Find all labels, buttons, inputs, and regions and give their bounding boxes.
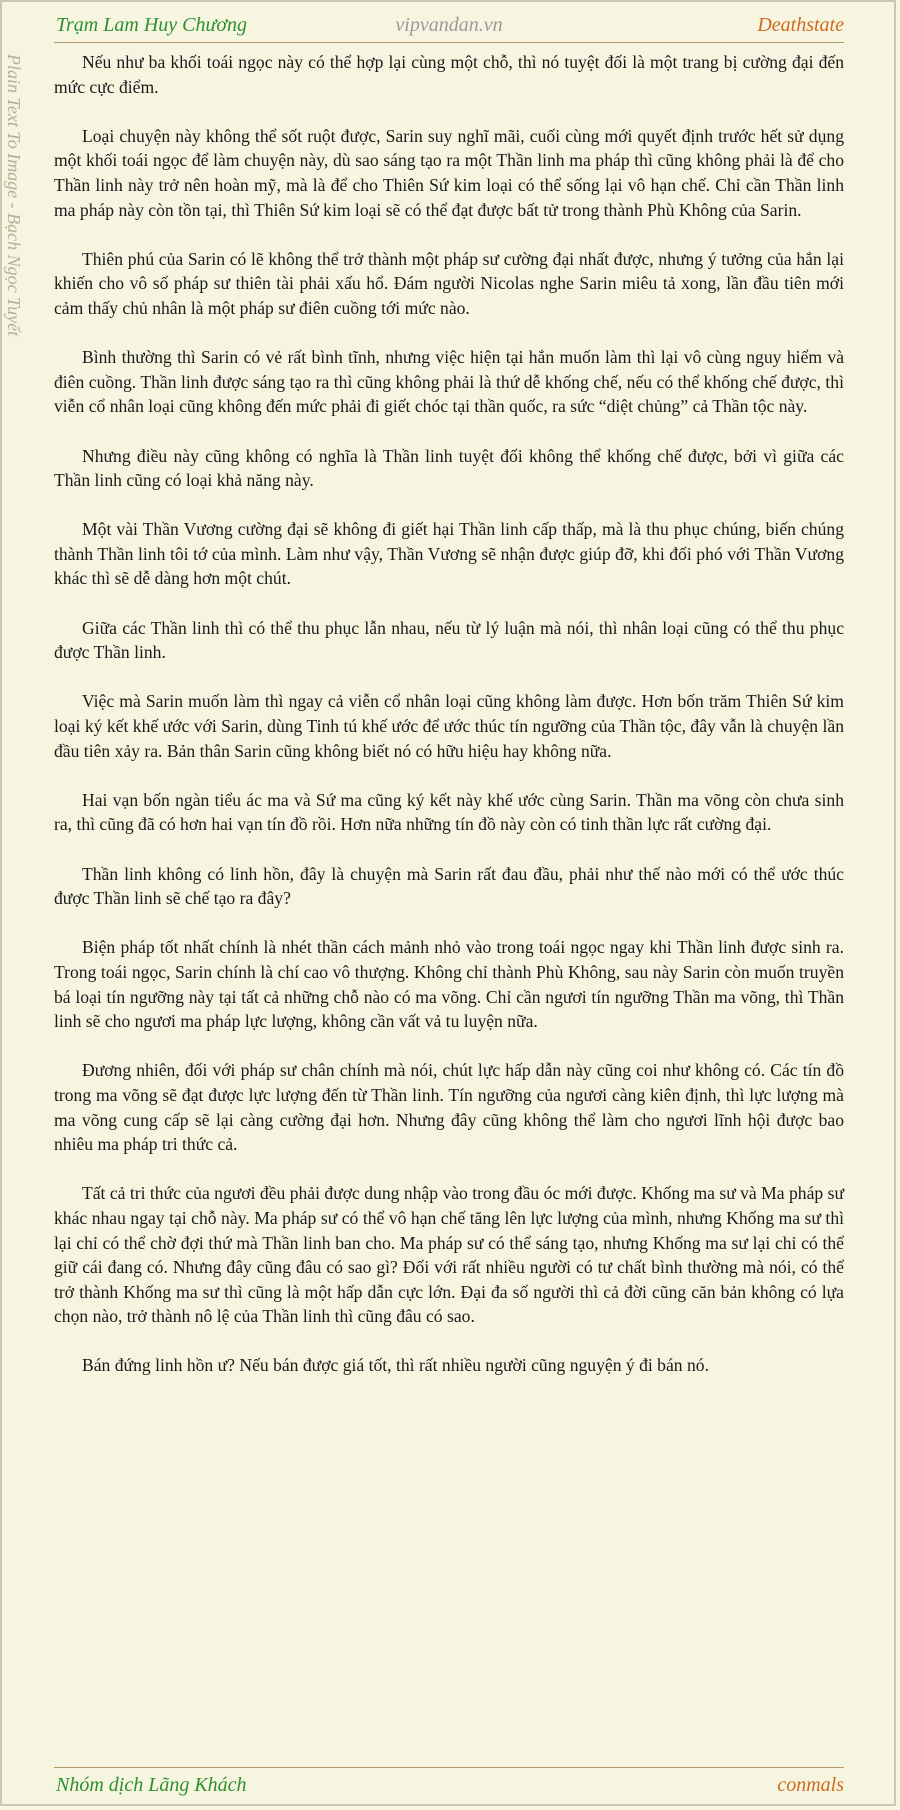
paragraph: Nếu như ba khối toái ngọc này có thể hợp lại cùng một chỗ, thì nó tuyệt đối là một trang bị cường đại đến mức cực điểm. [54, 52, 844, 97]
paragraph: Loại chuyện này không thể sốt ruột được, Sarin suy nghĩ mãi, cuối cùng mới quyết định trước hết sử dụng một khối toái ngọc để làm chuyện này, dù sao sáng tạo ra một Thần linh ma pháp thì cũng không phải là để cho Thần linh này trở nên hoàn mỹ, mà là để cho Thiên Sứ kim loại có thể sống lại vô hạn chế. Chỉ cần Thần linh ma pháp này còn tồn tại, thì Thiên Sứ kim loại sẽ có thể đạt được bất tử trong thành Phù Không của Sarin. [54, 125, 844, 220]
paragraph: Tất cả tri thức của ngươi đều phải được dung nhập vào trong đầu óc mới được. Khống ma sư và Ma pháp sư khác nhau ngay tại chỗ này. Ma pháp sư có thể vô hạn chế tăng lên lực lượng của mình, nhưng Khống ma sư thì lại chỉ có thể chờ đợi thứ mà Thần linh ban cho. Ma pháp sư có thể sáng tạo, nhưng Khống ma sư lại chỉ có thể giữ cái đang có. Nhưng đây cũng đâu có sao gì? Đối với rất nhiều người có tư chất bình thường mà nói, có thể trở thành Khống ma sư thì cũng là một hấp dẫn cực lớn. Đại đa số người thì cả đời cũng căn bản không có lựa chọn nào, trở thành nô lệ của Thần linh thì cũng đâu có sao. [54, 1183, 844, 1327]
paragraph: Hai vạn bốn ngàn tiểu ác ma và Sứ ma cũng ký kết này khế ước cùng Sarin. Thần ma võng còn chưa sinh ra, thì cũng đã có hơn hai vạn tín đồ rồi. Hơn nữa những tín đồ này còn có tinh thần lực rất cường đại. [54, 789, 844, 835]
side-watermark-text: Plain Text To Image - Bạch Ngọc Tuyết [4, 54, 24, 337]
paragraph: Bán đứng linh hồn ư? Nếu bán được giá tốt, thì rất nhiều người cũng nguyện ý đi bán nó. [82, 1355, 709, 1376]
side-watermark [4, 54, 40, 414]
page-header [54, 10, 844, 43]
editor-name: conmals [777, 1774, 844, 1796]
translator-name: Deathstate [757, 14, 844, 36]
paragraph: Một vài Thần Vương cường đại sẽ không đi giết hại Thần linh cấp thấp, mà là thu phục chúng, biến chúng thành Thần linh tôi tớ của mình. Làm như vậy, Thần Vương sẽ nhận được giúp đỡ, khi đối phó với Thần Vương khác thì sẽ dễ dàng hơn một chút. [54, 519, 844, 589]
paragraph: Đương nhiên, đối với pháp sư chân chính mà nói, chút lực hấp dẫn này cũng coi như không có. Các tín đồ trong ma võng sẽ đạt được lực lượng đến từ Thần linh. Tín ngưỡng của ngươi càng kiên định, thì lực lượng mà ma võng cung cấp sẽ lại càng cường đại hơn. Nhưng đây cũng không thể làm cho ngươi lĩnh hội được bao nhiêu ma pháp tri thức cả. [54, 1060, 844, 1155]
paragraph: Việc mà Sarin muốn làm thì ngay cả viễn cổ nhân loại cũng không làm được. Hơn bốn trăm Thiên Sứ kim loại ký kết khế ước với Sarin, dùng Tinh tú khế ước để ước thúc tín ngưỡng của Thần tộc, đây vẫn là chuyện lần đầu tiên xảy ra. Bản thân Sarin cũng không biết nó có hữu hiệu hay không nữa. [54, 691, 844, 761]
group-name: Nhóm dịch Lãng Khách [56, 1774, 247, 1796]
paragraph: Thiên phú của Sarin có lẽ không thể trở thành một pháp sư cường đại nhất được, nhưng ý tưởng của hắn lại khiến cho vô số pháp sư thiên tài phải xấu hổ. Đám người Nicolas nghe Sarin miêu tả xong, lần đầu tiên mới cảm thấy chủ nhân là một pháp sư điên cuồng tới mức nào. [54, 248, 844, 318]
site-url: vipvandan.vn [395, 14, 503, 36]
paragraph: Giữa các Thần linh thì có thể thu phục lẫn nhau, nếu từ lý luận mà nói, thì nhân loại cũng có thể thu phục được Thần linh. [54, 617, 844, 663]
paragraph: Bình thường thì Sarin có vẻ rất bình tĩnh, nhưng việc hiện tại hắn muốn làm thì lại vô cùng nguy hiểm và điên cuồng. Thần linh được sáng tạo ra thì cũng không phải là thứ dễ khống chế, nếu có thể khống chế được, thì viễn cổ nhân loại cũng không đến mức phải đi giết chóc tại thần quốc, ra sức “diệt chủng” cả Thần tộc này. [54, 347, 844, 417]
paragraph: Nhưng điều này cũng không có nghĩa là Thần linh tuyệt đối không thể khống chế được, bởi vì giữa các Thần linh cũng có loại khả năng này. [54, 445, 844, 491]
paragraph: Thần linh không có linh hồn, đây là chuyện mà Sarin rất đau đầu, phải như thế nào mới có thể ước thúc được Thần linh sẽ chế tạo ra đây? [54, 863, 844, 909]
paragraph: Biện pháp tốt nhất chính là nhét thần cách mảnh nhỏ vào trong toái ngọc ngay khi Thần linh được sinh ra. Trong toái ngọc, Sarin chính là chí cao vô thượng. Không chỉ thành Phù Không, sau này Sarin còn muốn truyền bá loại tín ngưỡng này tại tất cả những chỗ nào có ma võng. Chỉ cần ngươi tín ngưỡng Thần ma võng, thì Thần linh sẽ cho ngươi ma pháp lực lượng, không cần vất vả tu luyện nữa. [54, 937, 844, 1032]
chapter-text [54, 50, 844, 1403]
site-name: Trạm Lam Huy Chương [56, 14, 248, 36]
page-footer [54, 1767, 844, 1806]
